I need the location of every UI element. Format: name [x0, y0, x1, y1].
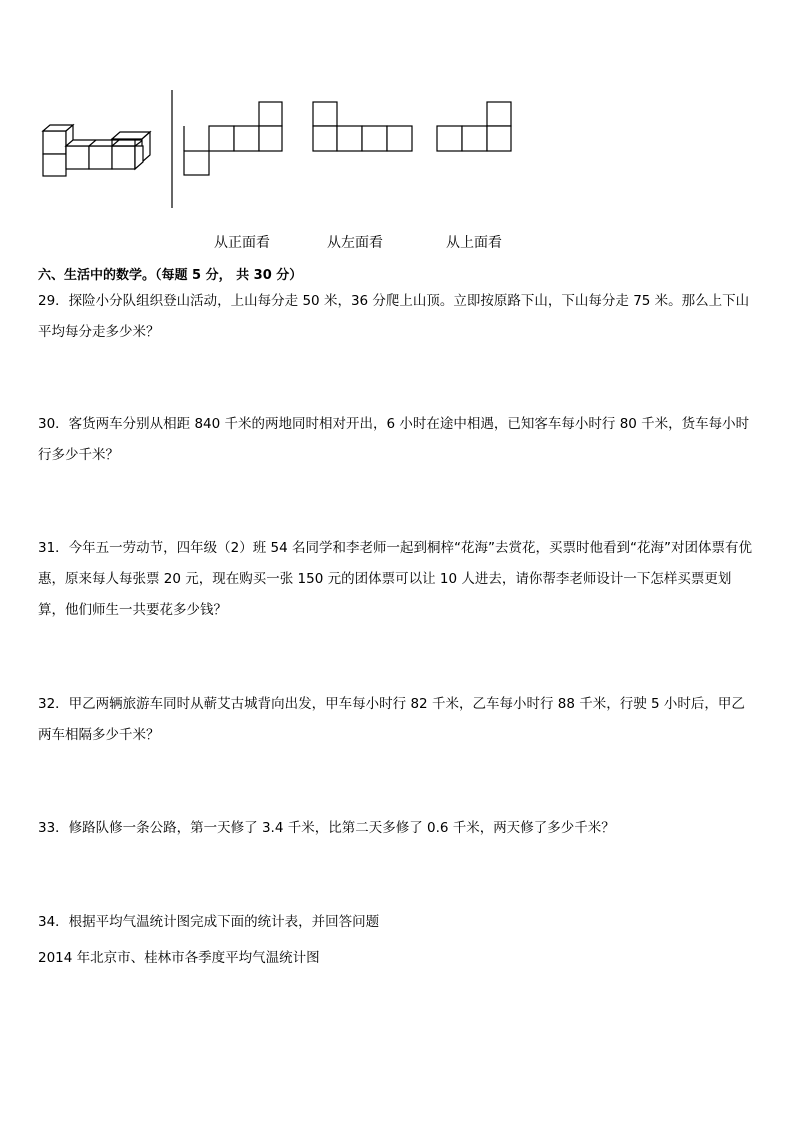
- top-view-label: 从上面看: [446, 235, 502, 251]
- question-34: 34．根据平均气温统计图完成下面的统计表，并回答问题: [38, 914, 380, 930]
- front-view-label: 从正面看: [214, 235, 270, 251]
- cube-views-figure: [0, 0, 794, 230]
- left-view-grid: [313, 102, 412, 151]
- question-31: 31．今年五一劳动节，四年级（2）班 54 名同学和李老师一起到桐梓“花海”去赏花，买票时他看到“花海”对团体票有优惠，原来每人每张票 20 元，现在购买一张 150 元的团体票可以让 10 人进去，请你帮李老师设计一下怎样买票更划算，他们师生一共要花多少钱？: [38, 540, 753, 618]
- question-30: 30．客货两车分别从相距 840 千米的两地同时相对开出，6 小时在途中相遇，已知客车每小时行 80 千米，货车每小时行多少千米？: [38, 416, 750, 463]
- question-29: 29．探险小分队组织登山活动，上山每分走 50 米，36 分爬上山顶。立即按原路下山，下山每分走 75 米。那么上下山平均每分走多少米？: [38, 293, 750, 340]
- chart-caption: 2014 年北京市、桂林市各季度平均气温统计图: [38, 950, 320, 966]
- left-view-label: 从左面看: [327, 235, 383, 251]
- top-view-grid: [437, 102, 511, 151]
- section-title: 六、生活中的数学。（每题 5 分， 共 30 分）: [38, 268, 303, 283]
- question-32: 32．甲乙两辆旅游车同时从蕲艾古城背向出发，甲车每小时行 82 千米，乙车每小时行 88 千米，行驶 5 小时后，甲乙两车相隔多少千米？: [38, 696, 745, 743]
- question-33: 33．修路队修一条公路，第一天修了 3.4 千米，比第二天多修了 0.6 千米，两天修了多少千米？: [38, 820, 615, 836]
- front-view-grid: [184, 102, 282, 175]
- cube-solid-drawing: [43, 125, 150, 176]
